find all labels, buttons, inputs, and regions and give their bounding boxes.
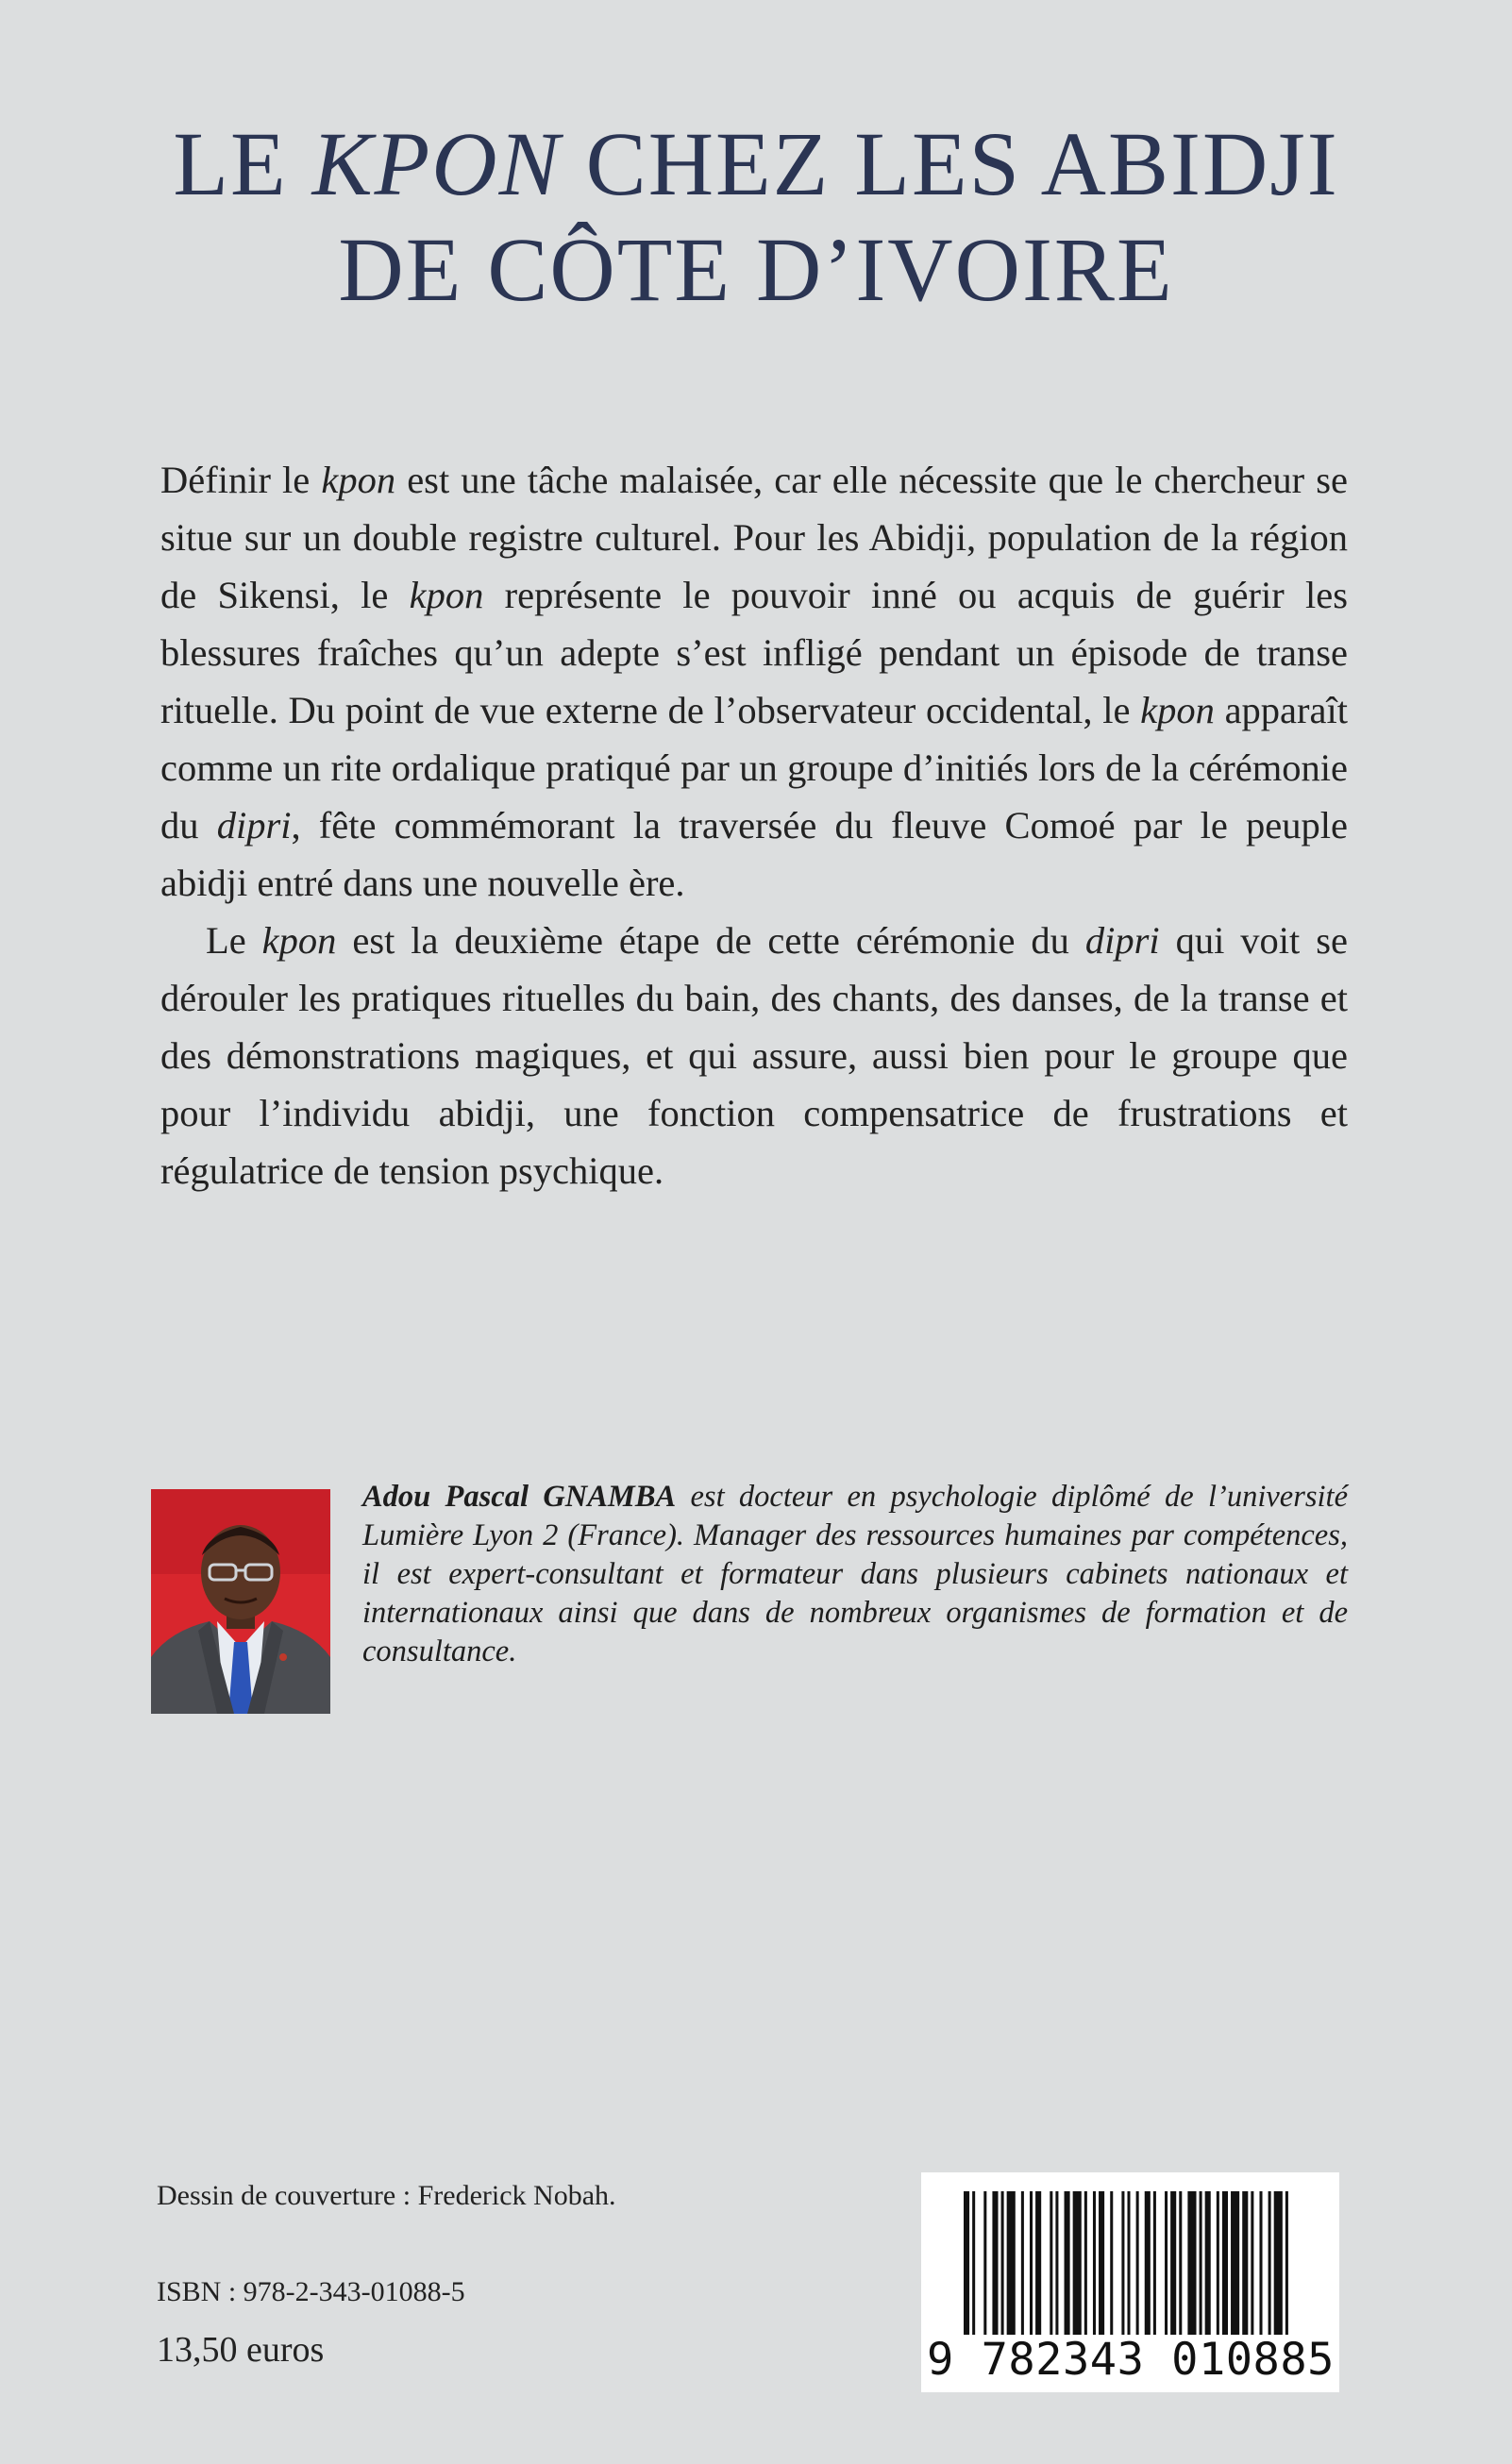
barcode-bar <box>1145 2191 1151 2342</box>
barcode-bar <box>972 2191 975 2342</box>
text-run: apparaît comme un rite ordalique pratiqué par un groupe d’initiés lors de la cérémonie du <box>160 689 1348 846</box>
barcode-digits: 9 782343 010885 <box>927 2334 1335 2386</box>
italic-term: kpon <box>409 574 484 616</box>
barcode-bar <box>964 2191 969 2342</box>
barcode-bar <box>1084 2191 1087 2342</box>
barcode-bars <box>964 2191 1294 2342</box>
barcode-bar <box>1055 2191 1058 2342</box>
barcode-bar <box>1050 2191 1052 2342</box>
author-portrait-image <box>151 1489 330 1714</box>
barcode-bar <box>1205 2191 1211 2342</box>
text-run: est une tâche malaisée, car elle nécessite que le chercheur se situe sur un double registre culturel. Pour les Abidji, population de la région de Sikensi, le <box>160 459 1348 616</box>
barcode-bar <box>1035 2191 1041 2342</box>
italic-term: kpon <box>1140 689 1215 731</box>
barcode <box>921 2172 1339 2392</box>
barcode-bar <box>1251 2191 1253 2342</box>
text-run: Définir le <box>160 459 322 501</box>
italic-term: kpon <box>321 459 396 501</box>
cover-credit: Dessin de couverture : Frederick Nobah. <box>157 2180 616 2211</box>
barcode-bar <box>1099 2191 1104 2342</box>
barcode-bar <box>1222 2191 1228 2342</box>
barcode-bar <box>1231 2191 1239 2342</box>
text-run: Le <box>206 919 262 962</box>
barcode-bar <box>1065 2191 1070 2342</box>
barcode-bar <box>983 2191 986 2342</box>
barcode-bar <box>1127 2191 1130 2342</box>
barcode-bar <box>1021 2191 1024 2342</box>
blurb-paragraph-1 <box>160 451 1348 912</box>
barcode-bar <box>1001 2191 1004 2342</box>
barcode-bar <box>1259 2191 1262 2342</box>
barcode-bar <box>1187 2191 1196 2342</box>
blurb-paragraph-2 <box>160 912 1348 1199</box>
barcode-bar <box>1110 2191 1113 2342</box>
text-run: qui voit se dérouler les pratiques rituelles du bain, des chants, des danses, de la transe et des démonstrations magiques, et qui assure, aussi bien pour le groupe que pour l’individu abidji, une fonction compensatrice de frustrations et régulatrice de tension psychique. <box>160 919 1348 1192</box>
barcode-bar <box>1179 2191 1182 2342</box>
barcode-bar <box>1121 2191 1124 2342</box>
barcode-bar <box>1242 2191 1248 2342</box>
barcode-bar <box>1165 2191 1168 2342</box>
title-part: LE <box>173 113 312 214</box>
author-photo <box>151 1489 330 1714</box>
barcode-bar <box>1093 2191 1096 2342</box>
barcode-bar <box>1073 2191 1082 2342</box>
barcode-bar <box>1153 2191 1156 2342</box>
italic-term: dipri <box>216 804 292 846</box>
italic-term: kpon <box>261 919 337 962</box>
text-run: , fête commémorant la traversée du fleuve Comoé par le peuple abidji entré dans une nouvelle ère. <box>160 804 1348 904</box>
barcode-bar <box>1285 2191 1288 2342</box>
book-title <box>0 111 1512 323</box>
barcode-bar <box>1136 2191 1139 2342</box>
price: 13,50 euros <box>157 2330 325 2370</box>
barcode-bar <box>1007 2191 1016 2342</box>
barcode-bar <box>1274 2191 1283 2342</box>
author-bio-text: est docteur en psychologie diplômé de l’université Lumière Lyon 2 (France). Manager des ressources humaines par compétences, il est expert-consultant et formateur dans plusieurs cabinets nationaux et internationaux ainsi que dans de nombreux organismes de formation et de consultance. <box>362 1480 1348 1668</box>
isbn: ISBN : 978-2-343-01088-5 <box>157 2276 465 2307</box>
author-name: Adou Pascal GNAMBA <box>362 1480 677 1514</box>
barcode-bar <box>1170 2191 1176 2342</box>
barcode-bar <box>1200 2191 1202 2342</box>
barcode-bar <box>1217 2191 1219 2342</box>
title-line-2: DE CÔTE D’IVOIRE <box>338 219 1174 320</box>
title-part: CHEZ LES ABIDJI <box>561 113 1339 214</box>
italic-term: dipri <box>1084 919 1160 962</box>
barcode-bar <box>1030 2191 1033 2342</box>
title-line-1 <box>0 111 1512 217</box>
barcode-bar <box>992 2191 998 2342</box>
blurb <box>160 451 1348 1199</box>
title-italic-term: KPON <box>311 113 562 214</box>
barcode-bar <box>1268 2191 1271 2342</box>
text-run: est la deuxième étape de cette cérémonie du <box>336 919 1085 962</box>
author-bio <box>362 1478 1348 1671</box>
text-run: représente le pouvoir inné ou acquis de guérir les blessures fraîches qu’un adepte s’est infligé pendant un épisode de transe rituelle. Du point de vue externe de l’observateur occidental, le <box>160 574 1348 731</box>
